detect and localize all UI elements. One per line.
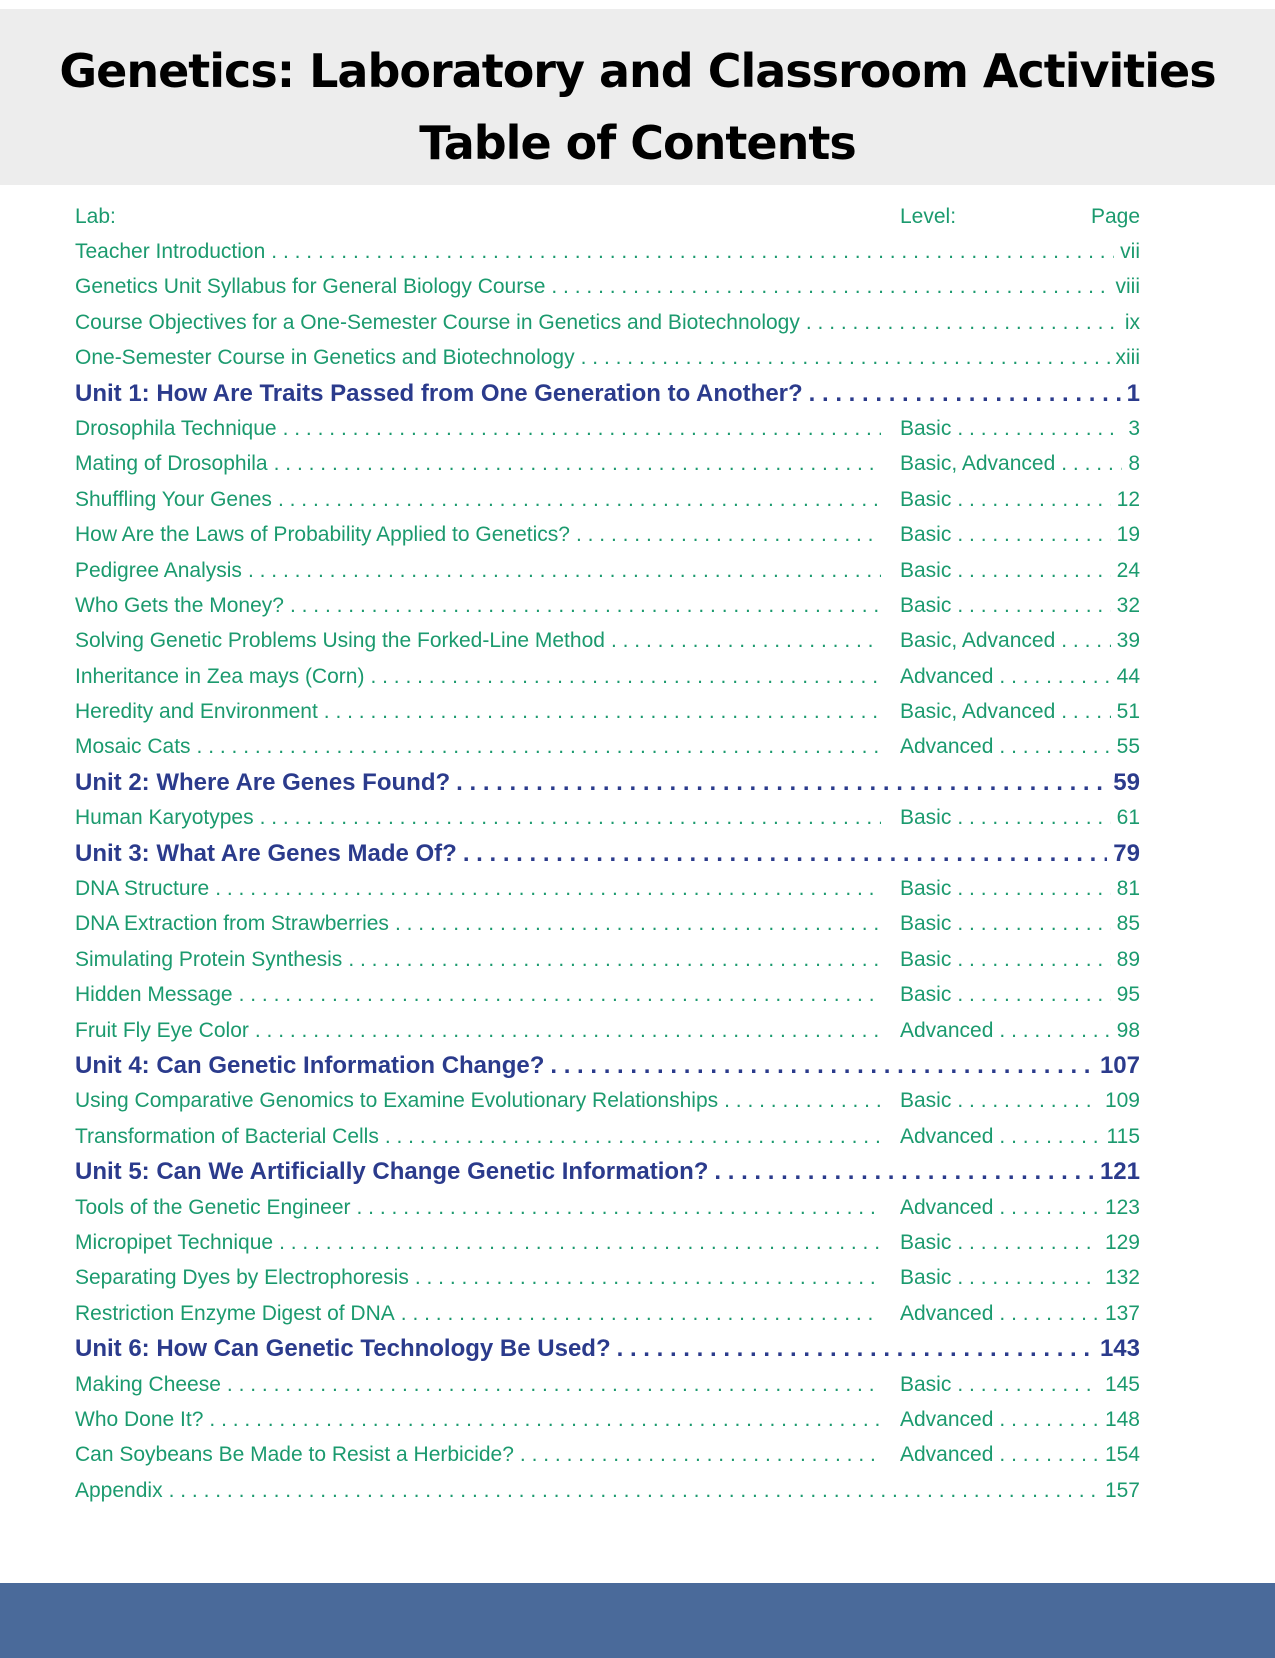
page-number: 55 [1116,735,1140,759]
dot-leader [576,517,881,552]
page-number: 137 [1104,1301,1140,1325]
lab-entry-left [75,623,887,658]
lab-title: How Are the Laws of Probability Applied to Genetics? [75,523,570,547]
unit-title: Unit 2: Where Are Genes Found? [75,768,451,796]
lab-entry-left [75,1190,887,1225]
lab-entry [75,1437,1140,1472]
lab-title: Who Gets the Money? [75,593,284,617]
dot-leader [209,1402,881,1437]
lab-entry-right [900,482,1140,517]
lab-title: Inheritance in Zea mays (Corn) [75,664,365,688]
lab-entry-right [900,1083,1140,1118]
dot-leader [611,623,881,658]
lab-title: Mating of Drosophila [75,452,268,476]
lab-level: Basic [900,593,952,617]
lab-title: Restriction Enzyme Digest of DNA [75,1301,395,1325]
dot-leader [714,1154,1094,1189]
lab-entry-right [900,800,1140,835]
page-number: viii [1115,275,1140,299]
lab-entry-left [75,942,887,977]
page-number: 157 [1104,1478,1140,1502]
lab-entry-right [900,1367,1140,1402]
dot-leader [999,1119,1100,1154]
lab-entry-left [75,1225,887,1260]
dot-leader [370,659,881,694]
page-number: 79 [1113,839,1140,867]
dot-leader [283,411,881,446]
lab-entry-right [900,623,1140,658]
lab-level: Basic [900,877,952,901]
page-number: 143 [1099,1335,1140,1363]
page-number: 98 [1116,1018,1140,1042]
page-number: vii [1120,240,1140,263]
lab-level: Advanced [900,735,994,759]
lab-entry-left [75,1367,887,1402]
lab-title: Shuffling Your Genes [75,487,272,511]
dot-leader [239,977,881,1012]
entry-title: Teacher Introduction [75,240,266,263]
unit-heading [75,376,1140,411]
entry-title: Course Objectives for a One-Semester Course in Genetics and Biotechnology [75,310,800,334]
lab-entry-left [75,482,887,517]
entry-title: Appendix [75,1478,163,1502]
unit-title: Unit 1: How Are Traits Passed from One Generation to Another? [75,379,803,407]
lab-entry [75,1402,1140,1437]
lab-title: Using Comparative Genomics to Examine Evolutionary Relationships [75,1089,719,1113]
dot-leader [957,1083,1099,1118]
dot-leader [395,906,881,941]
page-number: 51 [1116,700,1140,724]
lab-level: Basic [900,1089,952,1113]
lab-title: Can Soybeans Be Made to Resist a Herbicide? [75,1443,514,1467]
page-number: 89 [1116,947,1140,971]
page-number: 121 [1099,1158,1140,1186]
lab-level: Basic [900,1372,952,1396]
unit-heading [75,1048,1140,1083]
lab-level: Basic, Advanced [900,700,1056,724]
dot-leader [348,942,881,977]
lab-entry [75,942,1140,977]
lab-level: Advanced [900,664,994,688]
dot-leader [456,765,1107,800]
lab-title: Who Done It? [75,1407,204,1431]
lab-entry [75,1367,1140,1402]
lab-entry [75,729,1140,764]
page-number: 154 [1104,1443,1140,1467]
lab-level: Advanced [900,1018,994,1042]
lab-entry-left [75,1296,887,1331]
page-number: 81 [1116,877,1140,901]
page-number: 39 [1116,629,1140,653]
lab-level: Basic [900,947,952,971]
lab-entry-left [75,977,887,1012]
lab-entry-right [900,729,1140,764]
dot-leader [1061,694,1110,729]
lab-title: Pedigree Analysis [75,558,242,582]
dot-leader [617,1331,1094,1366]
lab-entry-right [900,446,1140,481]
lab-entry-right [900,553,1140,588]
dot-leader [957,1260,1099,1295]
lab-entry-left [75,1083,887,1118]
lab-entry-left [75,1437,887,1472]
lab-entry-right [900,659,1140,694]
dot-leader [957,977,1110,1012]
lab-entry-left [75,1260,887,1295]
dot-leader [215,871,881,906]
lab-entry [75,1013,1140,1048]
document-subtitle: Table of Contents [419,116,856,170]
lab-entry-left [75,1402,887,1437]
dot-leader [999,729,1110,764]
dot-leader [1061,623,1110,658]
lab-level: Basic, Advanced [900,452,1056,476]
lab-entry-right [900,1190,1140,1225]
unit-heading [75,765,1140,800]
dot-leader [279,1225,881,1260]
lab-entry [75,906,1140,941]
dot-leader [227,1367,881,1402]
dot-leader [957,942,1110,977]
lab-entry-left [75,800,887,835]
dot-leader [550,1048,1094,1083]
dot-leader [290,588,881,623]
page-number: 1 [1126,379,1140,407]
lab-title: Separating Dyes by Electrophoresis [75,1266,409,1290]
lab-entry-left [75,517,887,552]
unit-title: Unit 5: Can We Artificially Change Genetic Information? [75,1158,709,1186]
lab-title: Fruit Fly Eye Color [75,1018,249,1042]
lab-entry-right [900,942,1140,977]
dot-leader [248,553,881,588]
lab-entry [75,446,1140,481]
document-title: Genetics: Laboratory and Classroom Activities [59,44,1216,98]
page-number: 12 [1116,487,1140,511]
lab-level: Basic [900,558,952,582]
lab-entry-right [900,906,1140,941]
dot-leader [999,1437,1099,1472]
dot-leader [999,1190,1099,1225]
page-number: 3 [1128,416,1140,440]
lab-entry [75,659,1140,694]
intro-entry [75,305,1140,340]
lab-level: Basic [900,1230,952,1254]
page-number: 148 [1104,1407,1140,1431]
lab-title: DNA Extraction from Strawberries [75,912,389,936]
intro-entry [75,269,1140,304]
dot-leader [957,1367,1099,1402]
lab-entry-left [75,729,887,764]
dot-leader [401,1296,881,1331]
page-number: 109 [1104,1089,1140,1113]
toc-column-headers [75,200,1140,234]
lab-level: Advanced [900,1195,994,1219]
lab-level: Basic [900,912,952,936]
dot-leader [957,871,1110,906]
dot-leader [278,482,881,517]
lab-entry-left [75,588,887,623]
dot-leader [957,800,1110,835]
dot-leader [520,1437,881,1472]
lab-title: Simulating Protein Synthesis [75,947,343,971]
lab-entry [75,553,1140,588]
dot-leader [809,376,1121,411]
lab-entry-right [900,1437,1140,1472]
dot-leader [324,694,881,729]
lab-title: Transformation of Bacterial Cells [75,1124,379,1148]
lab-entry [75,1190,1140,1225]
lab-entry [75,517,1140,552]
page-number: xiii [1115,346,1140,370]
lab-entry-right [900,517,1140,552]
dot-leader [957,906,1110,941]
intro-entry [75,340,1140,375]
lab-entry [75,482,1140,517]
lab-entry-right [900,1260,1140,1295]
lab-entry [75,1296,1140,1331]
lab-entry-right [900,1225,1140,1260]
lab-title: DNA Structure [75,877,210,901]
lab-title: Solving Genetic Problems Using the Forked-Line Method [75,629,605,653]
page-number: 59 [1113,768,1140,796]
dot-leader [260,800,881,835]
header-band [0,9,1275,185]
lab-level: Basic [900,806,952,830]
unit-heading [75,836,1140,871]
dot-leader [1061,446,1122,481]
page-number: 85 [1116,912,1140,936]
lab-level: Basic [900,1266,952,1290]
page-number: 95 [1116,983,1140,1007]
page-number: 115 [1106,1124,1140,1148]
dot-leader [957,1225,1099,1260]
dot-leader [957,588,1110,623]
lab-entry [75,623,1140,658]
dot-leader [806,305,1119,340]
lab-entry [75,1083,1140,1118]
dot-leader [274,446,881,481]
page-number: 32 [1116,593,1140,617]
lab-entry-right [900,1296,1140,1331]
page-number: 123 [1104,1195,1140,1219]
column-header-page: Page [1090,205,1140,228]
page-number: 145 [1104,1372,1140,1396]
lab-title: Mosaic Cats [75,735,191,759]
page-number: 24 [1116,558,1140,582]
lab-level: Basic [900,416,952,440]
lab-level: Advanced [900,1301,994,1325]
page-number: 19 [1116,523,1140,547]
unit-heading [75,1154,1140,1189]
lab-entry-right [900,1013,1140,1048]
lab-entry [75,1119,1140,1154]
lab-entry-left [75,553,887,588]
lab-level: Advanced [900,1124,994,1148]
dot-leader [463,836,1107,871]
lab-entry-right [900,411,1140,446]
lab-entry-right [900,588,1140,623]
dot-leader [255,1013,881,1048]
lab-entry-left [75,1119,887,1154]
unit-heading [75,1331,1140,1366]
table-of-contents [75,200,1140,1508]
intro-entry [75,234,1140,269]
lab-entry [75,1260,1140,1295]
dot-leader [581,340,1110,375]
page-number: 44 [1116,664,1140,688]
lab-title: Heredity and Environment [75,700,318,724]
appendix-entry [75,1473,1140,1508]
lab-level: Basic [900,983,952,1007]
column-header-level: Level: [900,205,957,228]
entry-title: Genetics Unit Syllabus for General Biology Course [75,275,546,299]
lab-title: Micropipet Technique [75,1230,274,1254]
dot-leader [957,411,1122,446]
dot-leader [551,269,1109,304]
lab-level: Advanced [900,1443,994,1467]
lab-entry-left [75,446,887,481]
lab-entry [75,588,1140,623]
lab-entry-left [75,659,887,694]
dot-leader [385,1119,881,1154]
dot-leader [957,553,1110,588]
lab-title: Human Karyotypes [75,806,254,830]
lab-entry-left [75,411,887,446]
lab-entry [75,694,1140,729]
dot-leader [957,517,1110,552]
entry-title: One-Semester Course in Genetics and Biotechnology [75,346,575,370]
lab-entry-left [75,906,887,941]
lab-entry [75,977,1140,1012]
dot-leader [357,1190,881,1225]
lab-entry-right [900,1402,1140,1437]
lab-level: Basic, Advanced [900,629,1056,653]
lab-entry-left [75,1013,887,1048]
lab-title: Hidden Message [75,983,233,1007]
dot-leader [169,1473,1099,1508]
dot-leader [999,659,1110,694]
column-header-lab: Lab: [75,205,116,228]
unit-title: Unit 3: What Are Genes Made Of? [75,839,457,867]
lab-entry-left [75,694,887,729]
dot-leader [999,1013,1110,1048]
dot-leader [957,482,1110,517]
lab-entry [75,800,1140,835]
lab-title: Drosophila Technique [75,416,277,440]
page-number: ix [1124,310,1140,334]
dot-leader [724,1083,881,1118]
page-number: 8 [1128,452,1140,476]
lab-level: Basic [900,523,952,547]
page-number: 129 [1104,1230,1140,1254]
unit-title: Unit 6: How Can Genetic Technology Be Used? [75,1335,611,1363]
lab-entry-right [900,1119,1140,1154]
lab-entry-right [900,977,1140,1012]
dot-leader [197,729,881,764]
lab-level: Advanced [900,1407,994,1431]
footer-bar [0,1583,1275,1658]
lab-title: Making Cheese [75,1372,221,1396]
lab-entry-left [75,871,887,906]
dot-leader [415,1260,881,1295]
unit-title: Unit 4: Can Genetic Information Change? [75,1051,545,1079]
page-number: 132 [1104,1266,1140,1290]
lab-title: Tools of the Genetic Engineer [75,1195,351,1219]
lab-level: Basic [900,487,952,511]
dot-leader [271,234,1114,269]
dot-leader [999,1296,1099,1331]
lab-entry-right [900,694,1140,729]
page-number: 61 [1116,806,1140,830]
lab-entry [75,871,1140,906]
page-number: 107 [1099,1051,1140,1079]
lab-entry [75,1225,1140,1260]
dot-leader [999,1402,1099,1437]
lab-entry-right [900,871,1140,906]
lab-entry [75,411,1140,446]
